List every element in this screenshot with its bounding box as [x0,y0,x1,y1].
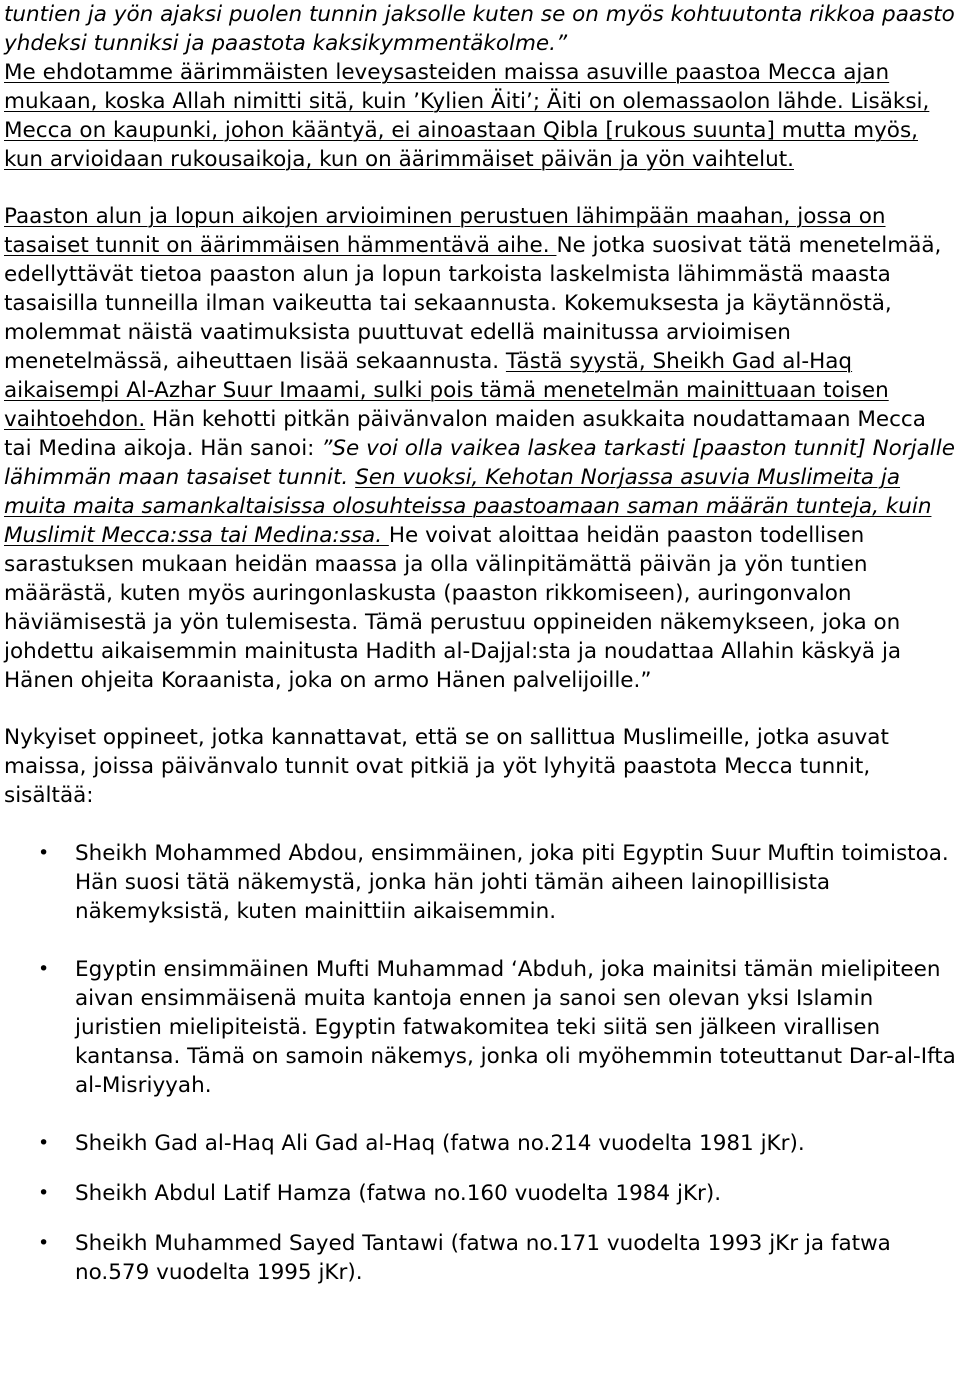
paragraph-1 [4,0,958,174]
bullet-icon: • [38,1182,50,1204]
scholars-list [4,839,958,1287]
nearest-country-sentence: Paaston alun ja lopun aikojen arvioiminen perustuen lähimpään maahan, jossa on tasaiset tunnit on äärimmäisen hämmentävä aihe. [4,204,886,258]
bullet-icon: • [38,958,50,980]
bullet-icon: • [38,842,50,864]
gad-al-haq-sentence: Tästä syystä, Sheikh Gad al-Haq aikaisempi Al-Azhar Suur Imaami, sulki pois tämä menetelmän mainittuaan toisen vaihtoehdon. [4,349,889,432]
bullet-icon: • [38,1132,50,1154]
list-item-text: Egyptin ensimmäinen Mufti Muhammad ‘Abduh, joka mainitsi tämän mielipiteen aivan ensimmäisenä muita kantoja ennen ja sanoi sen olevan yksi Islamin juristien mielipiteistä. Egyptin fatwakomitea teki siitä sen jälkeen virallisen kantansa. Tämä on samoin näkemys, jonka oli myöhemmin toteuttanut Dar-al-Ifta al-Misriyyah. [75,957,956,1098]
proposal-text: Me ehdotamme äärimmäisten leveysasteiden maissa asuville paastoa Mecca ajan mukaan, koska Allah nimitti sitä, kuin ’Kylien Äiti’; Äiti on olemassaolon lähde. Lisäksi, Mecca on kaupunki, johon kääntyä, ei ainoastaan Qibla [rukous suunta] mutta myös, kun arvioidaan rukousaikoja, kun on äärimmäiset päivän ja yön vaihtelut. [4,60,930,172]
list-item-text: Sheikh Muhammed Sayed Tantawi (fatwa no.171 vuodelta 1993 jKr ja fatwa no.579 vuodelta 1995 jKr). [75,1231,891,1285]
list-item [4,955,958,1100]
list-item-text: Sheikh Abdul Latif Hamza (fatwa no.160 vuodelta 1984 jKr). [75,1181,722,1206]
method-critique-text: Ne jotka suosivat tätä menetelmää, edellyttävät tietoa paaston alun ja lopun tarkoista laskelmista lähimmästä maasta tasaisilla tunneilla ilman vaikeutta tai sekaannusta. Kokemuksesta ja käytännöstä, molemmat näistä vaatimuksista puuttuvat edellä mainitussa arvioimisen menetelmässä, aiheuttaen lisää sekaannusta. [4,233,942,374]
quote-norway-text: ”Se voi olla vaikea laskea tarkasti [paaston tunnit] Norjalle lähimmän maan tasaiset tunnit. [4,436,955,490]
bullet-icon: • [38,1232,50,1254]
list-item-text: Sheikh Gad al-Haq Ali Gad al-Haq (fatwa no.214 vuodelta 1981 jKr). [75,1131,805,1156]
list-item-text: Sheikh Mohammed Abdou, ensimmäinen, joka piti Egyptin Suur Muftin toimistoa. Hän suosi tätä näkemystä, jonka hän johti tämän aiheen lainopillisista näkemyksistä, kuten mainittiin aikaisemmin. [75,841,949,924]
list-item [4,839,958,926]
scholars-intro-text: Nykyiset oppineet, jotka kannattavat, että se on sallittua Muslimeille, jotka asuvat maissa, joissa päivänvalo tunnit ovat pitkiä ja yöt lyhyitä paastota Mecca tunnit, sisältää: [4,725,889,808]
fasting-rule-text: He voivat aloittaa heidän paaston todellisen sarastuksen mukaan heidän maassa ja olla välinpitämättä päivän ja yön tuntien määrästä, kuten myös auringonlaskusta (paaston rikkomiseen), auringonvalon häviämisestä ja yön tulemisesta. Tämä perustuu oppineiden näkemykseen, joka on johdettu aikaisemmin mainitusta Hadith al-Dajjal:sta ja noudattaa Allahin käskyä ja Hänen ohjeita Koraanista, joka on armo Hänen palvelijoille.” [4,523,902,693]
document-page [4,0,958,1316]
recommendation-text: Hän kehotti pitkän päivänvalon maiden asukkaita noudattamaan Mecca tai Medina aikoja. Hän sanoi: [4,407,926,461]
list-item [4,1179,958,1208]
quote-continuation: tuntien ja yön ajaksi puolen tunnin jaksolle kuten se on myös kohtuutonta rikkoa paasto yhdeksi tunniksi ja paastota kaksikymmentäkolme.” [4,2,955,56]
paragraph-3 [4,723,958,810]
quote-recommendation-text: Sen vuoksi, Kehotan Norjassa asuvia Muslimeita ja muita maita samankaltaisissa olosuhteissa paastoamaan saman määrän tunteja, kuin Muslimit Mecca:ssa tai Medina:ssa. [4,465,932,548]
list-item [4,1229,958,1287]
paragraph-2 [4,202,958,695]
list-item [4,1129,958,1158]
